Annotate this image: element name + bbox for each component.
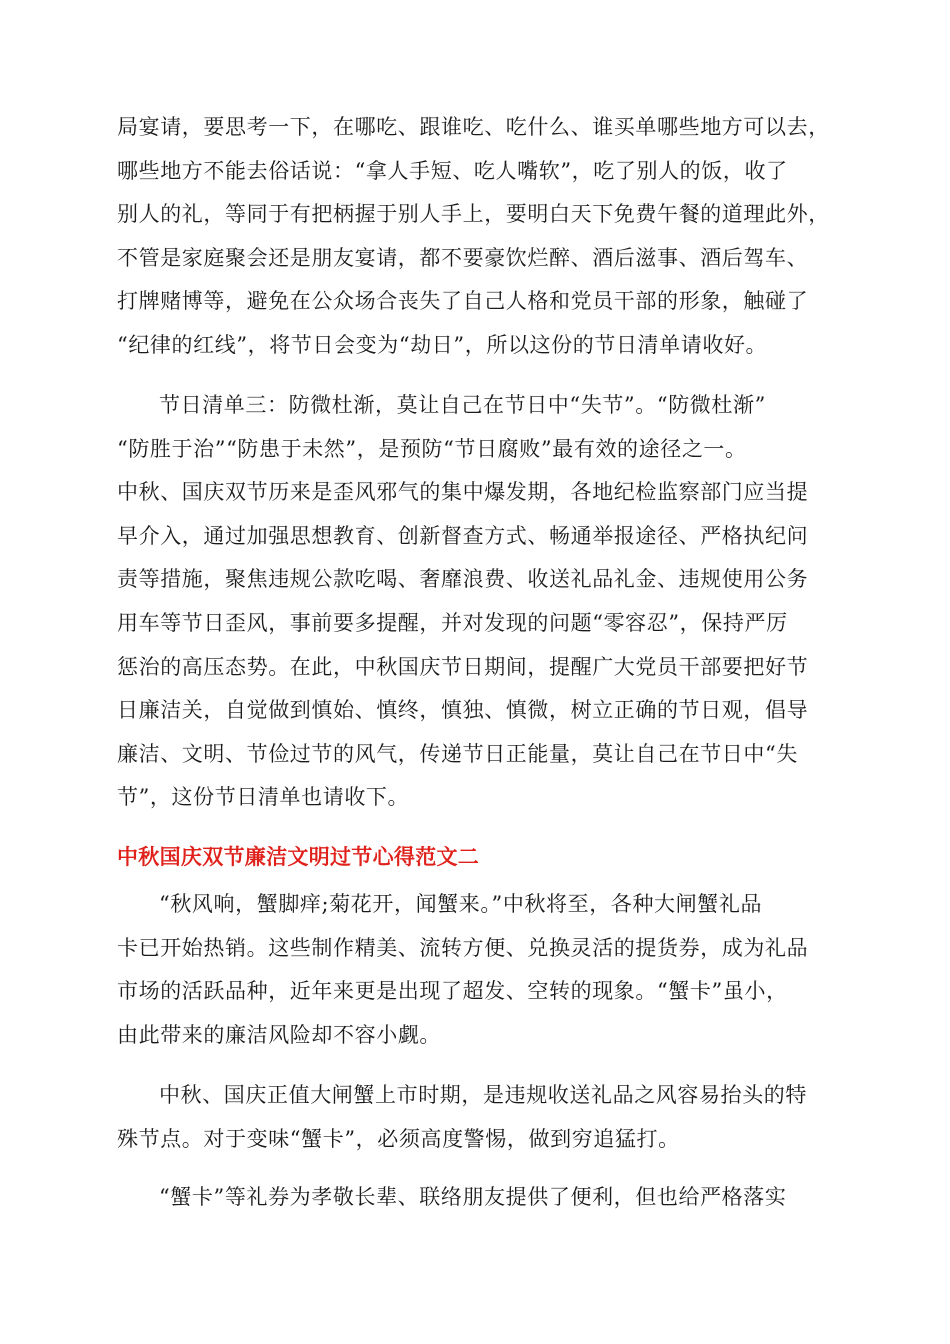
paragraph-4 [117, 1074, 841, 1161]
text-line: 惩治的高压态势。在此，中秋国庆节日期间，提醒广大党员干部要把好节 [117, 654, 809, 679]
text-line: 责等措施，聚焦违规公款吃喝、奢靡浪费、收送礼品礼金、违规使用公务 [117, 567, 809, 592]
text-line: 市场的活跃品种，近年来更是出现了超发、空转的现象。“蟹卡”虽小， [117, 979, 788, 1004]
text-line: 卡已开始热销。这些制作精美、流转方便、兑换灵活的提货券，成为礼品 [117, 935, 809, 960]
section-heading: 中秋国庆双节廉洁文明过节心得范文二 [117, 845, 480, 869]
text-line: 节”，这份节日清单也请收下。 [117, 785, 410, 810]
text-line: 廉洁、文明、节俭过节的风气，传递节日正能量，莫让自己在节日中“失 [117, 741, 798, 766]
text-line: 哪些地方不能去俗话说：“拿人手短、吃人嘴软”，吃了别人的饭，收了 [117, 158, 788, 183]
text-line: 中秋、国庆正值大闸蟹上市时期，是违规收送礼品之风容易抬头的特 [159, 1083, 807, 1107]
text-line: “防胜于治”“防患于未然”，是预防“节日腐败”最有效的途径之一。 [117, 436, 747, 461]
text-line: 不管是家庭聚会还是朋友宴请，都不要豪饮烂醉、酒后滋事、酒后驾车、 [117, 245, 809, 270]
text-line: 打牌赌博等，避免在公众场合丧失了自己人格和党员干部的形象，触碰了 [117, 289, 809, 314]
paragraph-3 [117, 883, 841, 1057]
text-line: 局宴请，要思考一下，在哪吃、跟谁吃、吃什么、谁买单哪些地方可以去， [117, 115, 830, 139]
text-line: “蟹卡”等礼券为孝敬长辈、联络朋友提供了便利，但也给严格落实 [159, 1185, 787, 1209]
text-line: “纪律的红线”，将节日会变为“劫日”，所以这份的节日清单请收好。 [117, 332, 768, 357]
text-line: 中秋、国庆双节历来是歪风邪气的集中爆发期，各地纪检监察部门应当提 [117, 480, 809, 505]
paragraph-5 [117, 1176, 841, 1220]
text-line: 早介入，通过加强思想教育、创新督查方式、畅通举报途径、严格执纪问 [117, 523, 809, 548]
text-line: 由此带来的廉洁风险却不容小觑。 [117, 1022, 441, 1047]
text-line: 用车等节日歪风，事前要多提醒，并对发现的问题“零容忍”，保持严厉 [117, 610, 788, 635]
text-line: 节日清单三：防微杜渐，莫让自己在节日中“失节”。“防微杜渐” [159, 393, 766, 417]
text-line: 殊节点。对于变味“蟹卡”，必须高度警惕，做到穷追猛打。 [117, 1126, 680, 1151]
text-line: 日廉洁关，自觉做到慎始、慎终，慎独、慎微，树立正确的节日观，倡导 [117, 698, 809, 723]
text-line: 别人的礼，等同于有把柄握于别人手上，要明白天下免费午餐的道理此外， [117, 202, 830, 227]
paragraph-2 [117, 384, 841, 820]
paragraph-1 [117, 106, 841, 368]
text-line: “秋风响，蟹脚痒;菊花开，闻蟹来。”中秋将至，各种大闸蟹礼品 [159, 892, 763, 916]
